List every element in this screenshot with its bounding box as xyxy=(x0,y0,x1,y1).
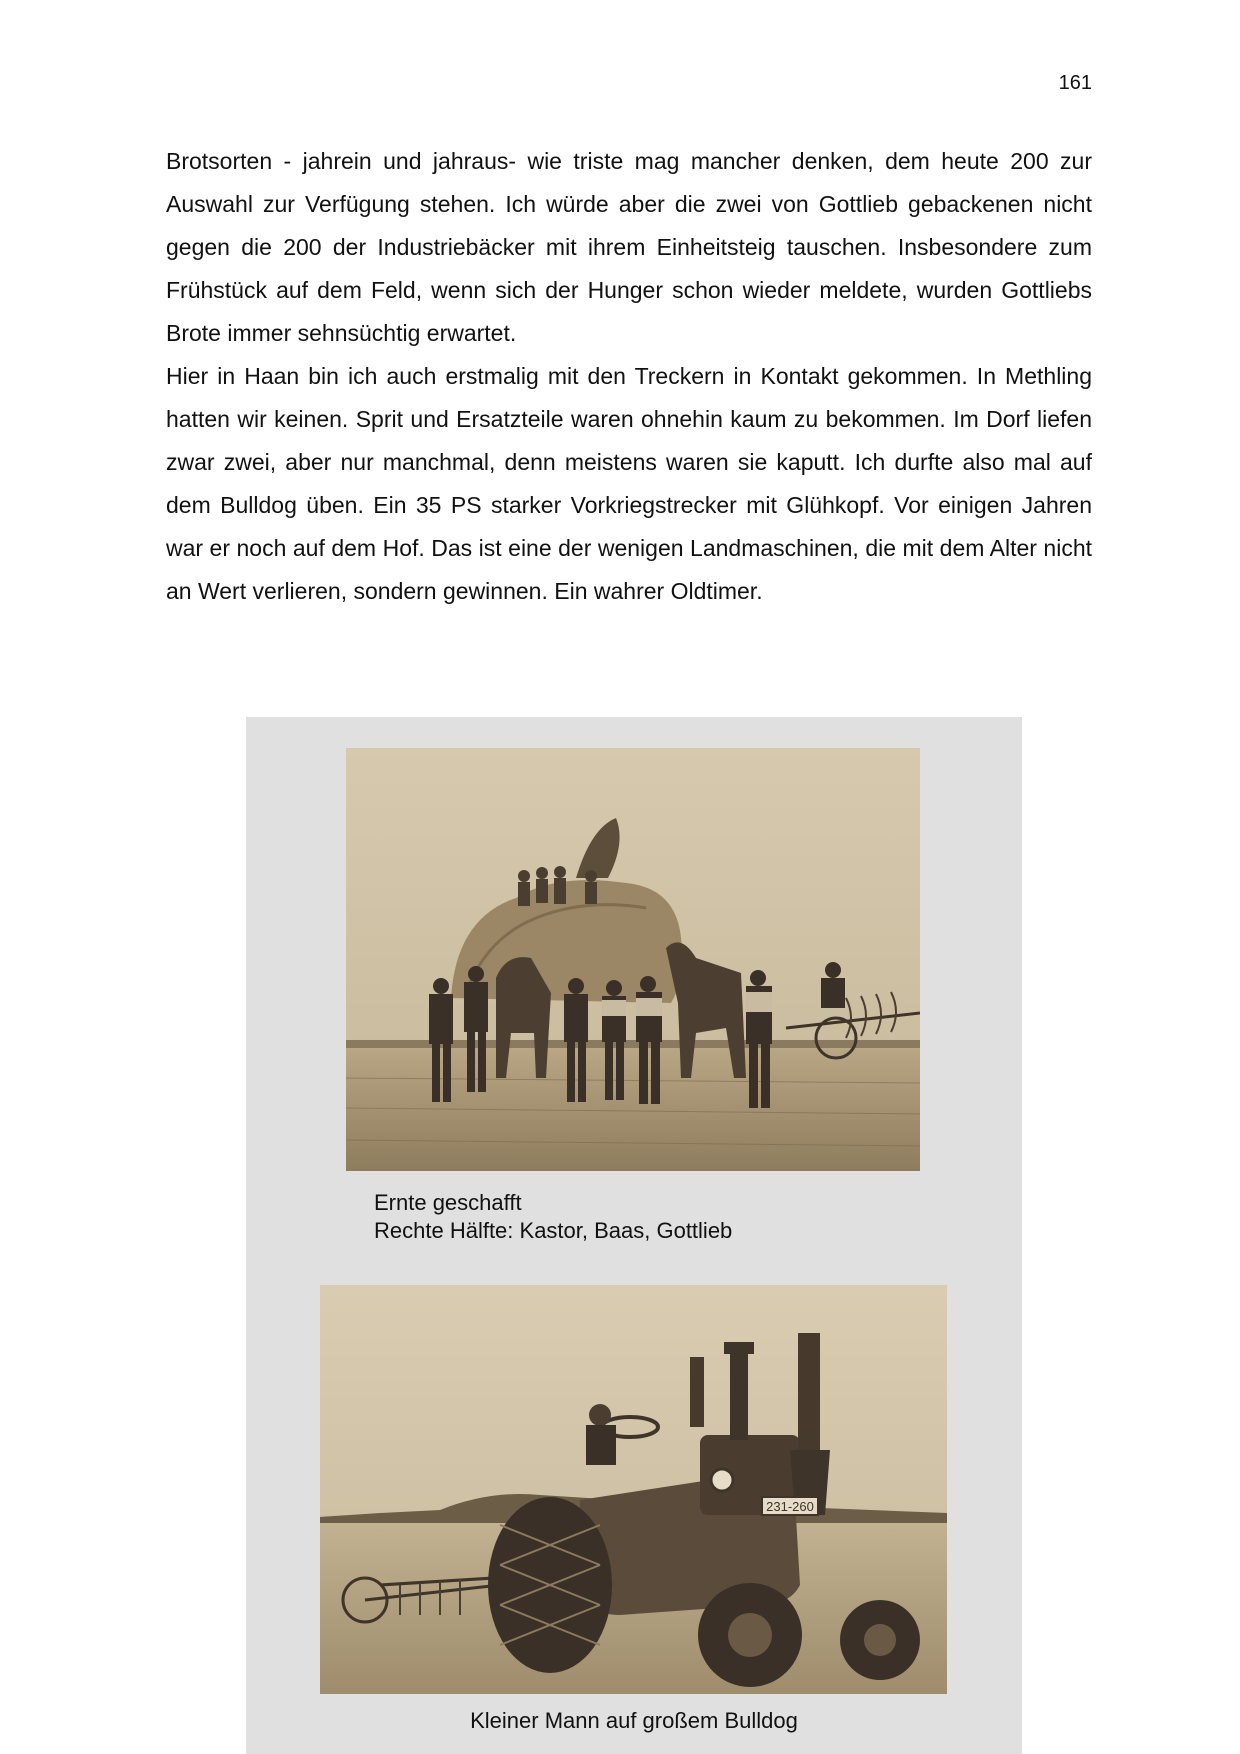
paragraph: Hier in Haan bin ich auch erstmalig mit den Treckern in Kontakt gekommen. In Methling hatten wir keinen. Sprit und Ersatzteile waren ohnehin kaum zu bekommen. Im Dorf liefen zwar zwei, aber nur manchmal, denn meistens waren sie kaputt. Ich durfte also mal auf dem Bulldog üben. Ein 35 PS starker Vorkriegstrecker mit Glühkopf. Vor einigen Jahren war er noch auf dem Hof. Das ist eine der wenigen Landmaschinen, die mit dem Alter nicht an Wert verlieren, sondern gewinnen. Ein wahrer Oldtimer. xyxy=(166,363,1092,604)
tractor-photo xyxy=(320,1285,947,1694)
harvest-photo-caption xyxy=(374,1189,732,1245)
air-intake xyxy=(798,1333,820,1463)
body-text xyxy=(166,140,1092,613)
harvest-photo xyxy=(346,748,920,1171)
license-plate-text: 231-260 xyxy=(766,1499,814,1514)
tractor-photo-caption: Kleiner Mann auf großem Bulldog xyxy=(470,1708,798,1733)
photo-panel xyxy=(246,717,1022,1754)
paragraph: Brotsorten - jahrein und jahraus- wie triste mag mancher denken, dem heute 200 zur Auswahl zur Verfügung stehen. Ich würde aber die zwei von Gottlieb gebackenen nicht gegen die 200 der Industriebäcker mit ihrem Einheitsteig tauschen. Insbesondere zum Frühstück auf dem Feld, wenn sich der Hunger schon wieder meldete, wurden Gottliebs Brote immer sehnsüchtig erwartet. xyxy=(166,148,1092,346)
sky xyxy=(320,1285,947,1515)
tractor-photo-illustration xyxy=(320,1285,947,1694)
harvest-photo-illustration xyxy=(346,748,920,1171)
exhaust-stack xyxy=(730,1350,748,1440)
page-number: 161 xyxy=(1058,72,1092,94)
caption-line: Rechte Hälfte: Kastor, Baas, Gottlieb xyxy=(374,1218,733,1243)
caption-line: Ernte geschafft xyxy=(374,1190,522,1215)
